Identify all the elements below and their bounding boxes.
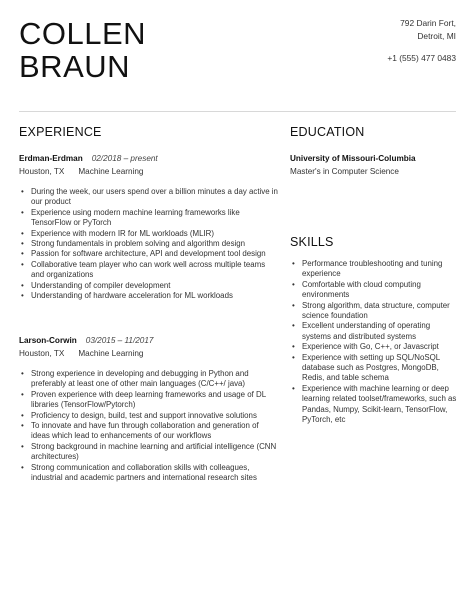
job-header bbox=[19, 153, 279, 164]
bullet-item: • Understanding of compiler development bbox=[19, 281, 279, 291]
phone-number: +1 (555) 477 0483 bbox=[387, 53, 456, 63]
job-entry bbox=[19, 153, 279, 301]
skills-bullets bbox=[290, 259, 460, 426]
candidate-name bbox=[19, 17, 146, 83]
experience-heading: EXPERIENCE bbox=[19, 125, 102, 139]
job-subheader bbox=[19, 348, 279, 359]
skills-heading: SKILLS bbox=[290, 235, 334, 249]
job-dates: 02/2018 – present bbox=[91, 154, 158, 163]
contact-info bbox=[387, 17, 456, 65]
skills-list bbox=[290, 259, 460, 426]
header-divider bbox=[19, 111, 456, 112]
bullet-item: • During the week, our users spend over a billion minutes a day active in our product bbox=[19, 187, 279, 208]
job-location: Houston, TX bbox=[19, 167, 65, 176]
bullet-item: • Strong background in machine learning and artificial intelligence (CNN architectures) bbox=[19, 442, 279, 463]
last-name: BRAUN bbox=[19, 49, 131, 84]
company-name: Erdman-Erdman bbox=[19, 154, 83, 163]
bullet-item: • Strong experience in developing and debugging in Python and preferably at least one of other main languages (C/C++/ java) bbox=[19, 369, 279, 390]
job-location: Houston, TX bbox=[19, 349, 65, 358]
address-line-1: 792 Darin Fort, bbox=[400, 18, 456, 28]
skill-item: • Performance troubleshooting and tuning experience bbox=[290, 259, 460, 280]
skill-item: • Experience with machine learning or deep learning related toolset/frameworks, such as Pandas, Numpy, Scikit-learn, TensorFlow, PyTorch, etc bbox=[290, 384, 460, 426]
job-entry bbox=[19, 335, 279, 483]
first-name: COLLEN bbox=[19, 16, 147, 51]
job-header bbox=[19, 335, 279, 346]
job-bullets bbox=[19, 187, 279, 301]
bullet-item: • Passion for software architecture, API and development tool design bbox=[19, 249, 279, 259]
address-line-2: Detroit, MI bbox=[417, 31, 456, 41]
bullet-item: • Experience using modern machine learning frameworks like TensorFlow or PyTorch bbox=[19, 208, 279, 229]
bullet-item: • Understanding of hardware acceleration for ML workloads bbox=[19, 291, 279, 301]
degree-name: Master's in Computer Science bbox=[290, 167, 399, 176]
education-entry bbox=[290, 153, 458, 177]
bullet-item: • Experience with modern IR for ML workloads (MLIR) bbox=[19, 229, 279, 239]
bullet-item: • Strong communication and collaboration skills with colleagues, industrial and academic partners and international research sites bbox=[19, 463, 279, 484]
job-subheader bbox=[19, 166, 279, 177]
skill-item: • Experience with setting up SQL/NoSQL database such as Postgres, MongoDB, Redis, and table schema bbox=[290, 353, 460, 384]
bullet-item: • Proficiency to design, build, test and support innovative solutions bbox=[19, 411, 279, 421]
skill-item: • Excellent understanding of operating systems and distributed systems bbox=[290, 321, 460, 342]
job-role: Machine Learning bbox=[78, 349, 144, 358]
bullet-item: • Collaborative team player who can work well across multiple teams and organizations bbox=[19, 260, 279, 281]
skill-item: • Experience with Go, C++, or Javascript bbox=[290, 342, 460, 352]
education-heading: EDUCATION bbox=[290, 125, 365, 139]
job-bullets bbox=[19, 369, 279, 483]
company-name: Larson-Corwin bbox=[19, 336, 77, 345]
school-name: University of Missouri-Columbia bbox=[290, 154, 416, 163]
job-role: Machine Learning bbox=[78, 167, 144, 176]
bullet-item: • Strong fundamentals in problem solving and algorithm design bbox=[19, 239, 279, 249]
job-dates: 03/2015 – 11/2017 bbox=[85, 336, 154, 345]
bullet-item: • Proven experience with deep learning frameworks and usage of DL libraries (TensorFlow/Pytorch) bbox=[19, 390, 279, 411]
bullet-item: • To innovate and have fun through collaboration and generation of ideas which lead to enhancements of our workflows bbox=[19, 421, 279, 442]
skill-item: • Strong algorithm, data structure, computer science foundation bbox=[290, 301, 460, 322]
skill-item: • Comfortable with cloud computing environments bbox=[290, 280, 460, 301]
